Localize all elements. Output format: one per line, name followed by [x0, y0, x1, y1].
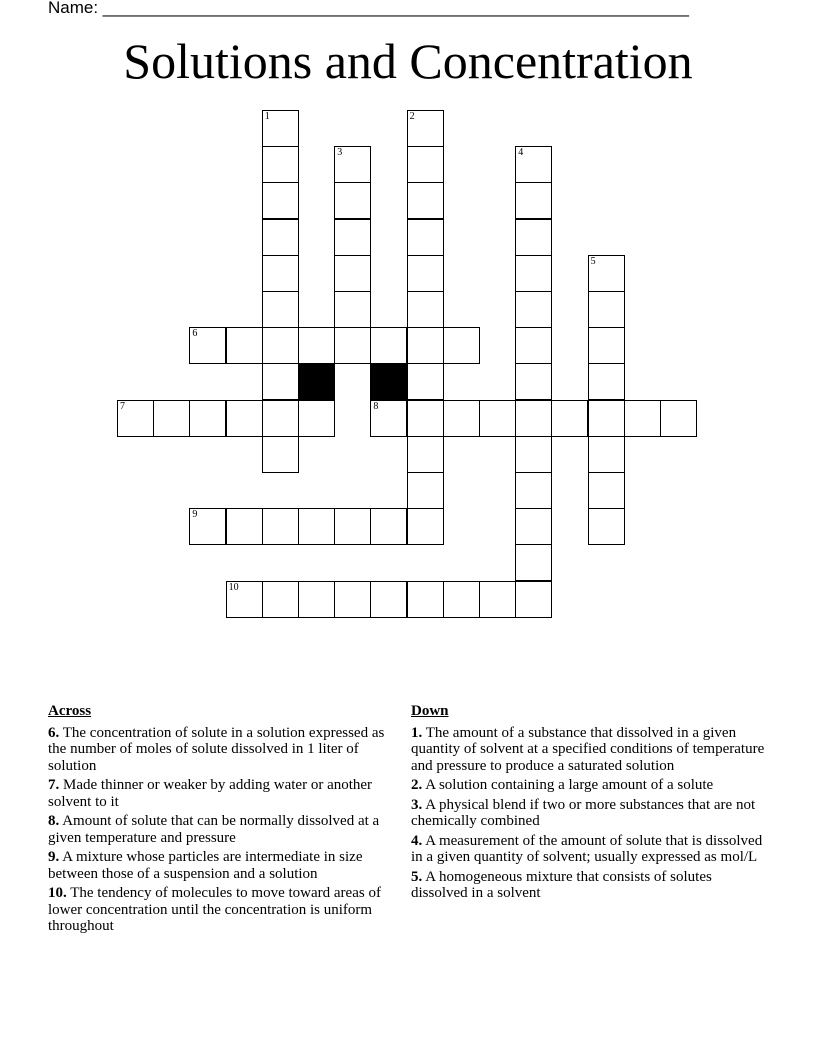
crossword-cell[interactable]	[262, 255, 299, 292]
clue-text: The amount of a substance that dissolved in a given quantity of solvent at a specified conditions of temperature and pressure to produce a saturated solution	[411, 724, 765, 774]
crossword-cell[interactable]	[334, 581, 371, 618]
crossword-cell[interactable]	[407, 327, 444, 364]
crossword-cell[interactable]	[588, 436, 625, 473]
crossword-cell[interactable]	[298, 327, 335, 364]
clue-number: 5.	[411, 868, 423, 885]
crossword-cell[interactable]	[588, 291, 625, 328]
clue-number-label: 3	[337, 147, 343, 159]
crossword-cell[interactable]	[189, 400, 226, 437]
crossword-cell[interactable]	[588, 363, 625, 400]
crossword-cell[interactable]	[226, 400, 263, 437]
crossword-cell[interactable]	[334, 508, 371, 545]
crossword-cell[interactable]	[407, 400, 444, 437]
clue-number-label: 8	[373, 400, 379, 412]
clue-number-label: 5	[590, 255, 596, 267]
crossword-cell[interactable]	[588, 472, 625, 509]
crossword-cell[interactable]	[515, 219, 552, 256]
clue-text: Made thinner or weaker by adding water or another solvent to it	[48, 777, 373, 810]
crossword-cell[interactable]	[262, 219, 299, 256]
crossword-cell[interactable]	[334, 219, 371, 256]
crossword-cell[interactable]	[407, 581, 444, 618]
crossword-cell[interactable]	[407, 508, 444, 545]
blocked-cell	[370, 363, 407, 400]
clue-text: A solution containing a large amount of a solute	[425, 777, 714, 793]
crossword-cell[interactable]	[515, 581, 552, 618]
clue-number-label: 10	[228, 581, 239, 593]
clue-number-label: 9	[192, 509, 198, 521]
across-clues	[48, 703, 403, 938]
crossword-cell[interactable]	[262, 146, 299, 183]
crossword-cell[interactable]	[479, 400, 516, 437]
crossword-cell[interactable]	[407, 436, 444, 473]
crossword-cell[interactable]	[407, 291, 444, 328]
crossword-cell[interactable]	[262, 400, 299, 437]
clue-across-6	[48, 725, 403, 775]
crossword-cell[interactable]	[407, 255, 444, 292]
crossword-cell[interactable]	[660, 400, 697, 437]
crossword-cell[interactable]	[515, 544, 552, 581]
crossword-cell[interactable]	[262, 581, 299, 618]
clue-text: Amount of solute that can be normally dissolved at a given temperature and pressure	[48, 813, 380, 846]
down-heading: Down	[411, 703, 449, 719]
clue-text: A homogeneous mixture that consists of solutes dissolved in a solvent	[411, 868, 712, 901]
crossword-cell[interactable]	[515, 472, 552, 509]
clue-number: 3.	[411, 796, 423, 813]
crossword-cell[interactable]	[551, 400, 588, 437]
crossword-cell[interactable]	[515, 327, 552, 364]
clue-text: A physical blend if two or more substances that are not chemically combined	[411, 796, 756, 829]
clue-down-3	[411, 797, 766, 830]
across-heading: Across	[48, 703, 92, 719]
crossword-cell[interactable]	[515, 182, 552, 219]
clue-number-label: 7	[120, 400, 125, 412]
crossword-cell[interactable]	[334, 255, 371, 292]
clue-number: 8.	[48, 813, 60, 829]
crossword-cell[interactable]	[588, 508, 625, 545]
crossword-cell[interactable]	[262, 508, 299, 545]
clue-across-10	[48, 885, 403, 935]
clue-text: A mixture whose particles are intermediate in size between those of a suspension and a solution	[48, 849, 363, 882]
crossword-cell[interactable]	[443, 400, 480, 437]
crossword-cell[interactable]	[515, 255, 552, 292]
down-clues	[411, 703, 766, 905]
clue-number: 1.	[411, 724, 423, 741]
crossword-cell[interactable]	[515, 400, 552, 437]
crossword-cell[interactable]	[407, 146, 444, 183]
clue-number: 4.	[411, 832, 423, 849]
clue-number-label: 4	[518, 147, 524, 159]
clue-number-label: 6	[192, 328, 198, 340]
clue-text: The concentration of solute in a solution expressed as the number of moles of solute dissolved in 1 liter of solution	[48, 724, 385, 774]
crossword-cell[interactable]	[298, 508, 335, 545]
crossword-cell[interactable]	[262, 327, 299, 364]
crossword-cell[interactable]	[588, 327, 625, 364]
crossword-cell[interactable]	[334, 291, 371, 328]
clue-number: 2.	[411, 777, 423, 793]
crossword-cell[interactable]	[479, 581, 516, 618]
name-field[interactable]: Name: ______________________________________________________________	[48, 0, 689, 17]
clue-across-8	[48, 813, 403, 846]
clue-down-1	[411, 725, 766, 775]
crossword-cell[interactable]	[515, 436, 552, 473]
crossword-cell[interactable]	[624, 400, 661, 437]
crossword-cell[interactable]	[153, 400, 190, 437]
clue-across-9	[48, 849, 403, 882]
clue-number-label: 1	[264, 111, 270, 122]
crossword-cell[interactable]	[262, 291, 299, 328]
clue-down-5	[411, 869, 766, 902]
crossword-cell[interactable]	[407, 182, 444, 219]
clue-number: 7.	[48, 777, 60, 793]
crossword-cell[interactable]	[262, 363, 299, 400]
crossword-cell[interactable]	[262, 436, 299, 473]
crossword-cell[interactable]	[588, 400, 625, 437]
clue-number: 10.	[48, 885, 67, 901]
crossword-cell[interactable]	[515, 291, 552, 328]
crossword-cell[interactable]	[370, 327, 407, 364]
crossword-cell[interactable]	[407, 219, 444, 256]
crossword-cell[interactable]	[262, 182, 299, 219]
clue-number-label: 2	[409, 111, 415, 122]
clue-down-2	[411, 777, 766, 794]
crossword-cell[interactable]	[298, 400, 335, 437]
crossword-cell[interactable]	[515, 363, 552, 400]
crossword-cell[interactable]	[443, 327, 480, 364]
crossword-cell[interactable]	[298, 581, 335, 618]
page-title: Solutions and Concentration	[123, 33, 693, 89]
crossword-cell[interactable]	[226, 327, 263, 364]
crossword-cell[interactable]	[226, 508, 263, 545]
crossword-cell[interactable]	[370, 581, 407, 618]
clue-down-4	[411, 833, 766, 866]
crossword-cell[interactable]	[407, 472, 444, 509]
clue-across-7	[48, 777, 403, 810]
crossword-cell[interactable]	[334, 327, 371, 364]
clue-number: 6.	[48, 724, 60, 741]
blocked-cell	[298, 363, 335, 400]
crossword-cell[interactable]	[515, 508, 552, 545]
crossword-cell[interactable]	[334, 182, 371, 219]
crossword-cell[interactable]	[407, 363, 444, 400]
clue-text: The tendency of molecules to move toward areas of lower concentration until the concentration is uniform throughout	[48, 885, 381, 934]
crossword-cell[interactable]	[370, 508, 407, 545]
clue-number: 9.	[48, 849, 60, 865]
clue-text: A measurement of the amount of solute that is dissolved in a given quantity of solvent; usually expressed as mol/L	[411, 832, 763, 865]
crossword-cell[interactable]	[443, 581, 480, 618]
